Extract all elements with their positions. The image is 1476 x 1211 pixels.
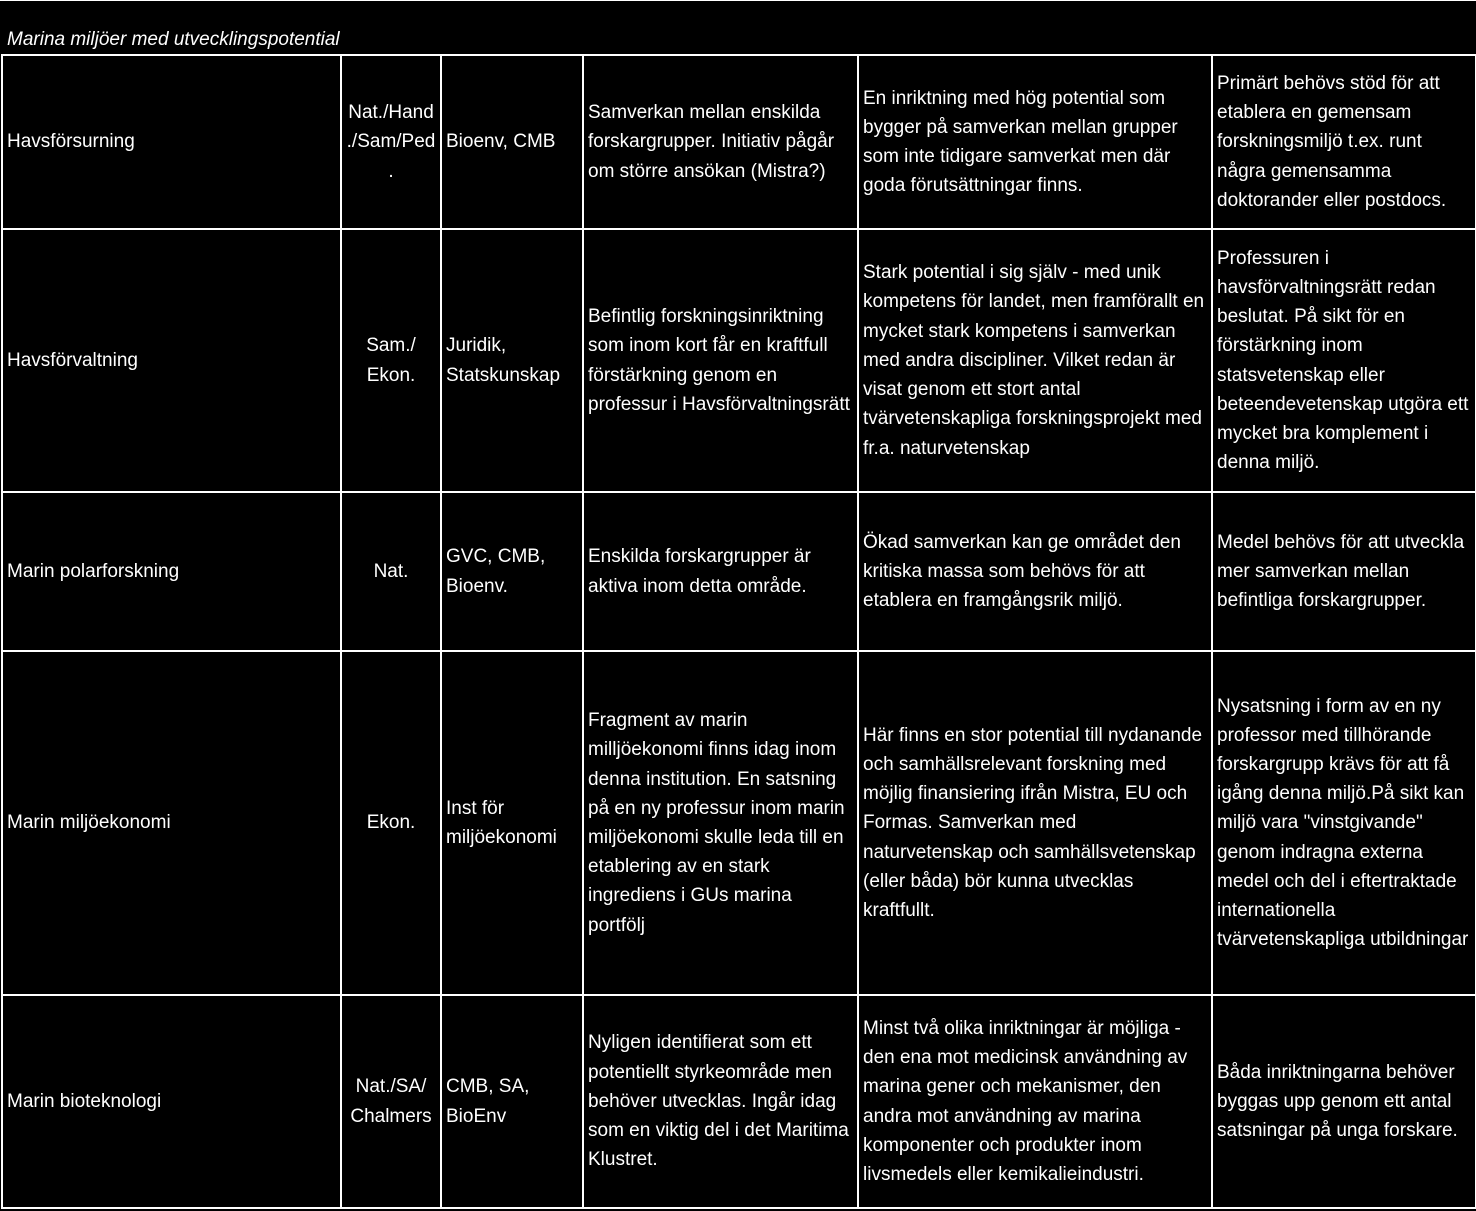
area-cell: Marin polarforskning [2,492,341,651]
type-cell: Nat./SA/ Chalmers [341,995,441,1208]
page-title: Marina miljöer med utvecklingspotential [7,29,340,50]
table-row [2,492,1476,651]
status-cell: Enskilda forskargrupper är aktiva inom detta område. [583,492,858,651]
type-cell: Nat./Hand./Sam/Ped. [341,55,441,229]
needs-cell: Primärt behövs stöd för att etablera en gemensam forskningsmiljö t.ex. runt några gemensamma doktorander eller postdocs. [1212,55,1476,229]
potential-cell: Här finns en stor potential till nydanande och samhällsrelevant forskning med möjlig finansiering ifrån Mistra, EU och Formas. Samverkan med naturvetenskap och samhällsvetenskap (eller båda) bör kunna utvecklas kraftfullt. [858,651,1212,995]
needs-cell: Nysatsning i form av en ny professor med tillhörande forskargrupp krävs för att få igång denna miljö.På sikt kan miljö vara "vinstgivande" genom indragna externa medel och del i eftertraktade internationella tvärvetenskapliga utbildningar [1212,651,1476,995]
needs-cell: Medel behövs för att utveckla mer samverkan mellan befintliga forskargrupper. [1212,492,1476,651]
units-cell: Bioenv, CMB [441,55,583,229]
table-row [2,55,1476,229]
potential-cell: Stark potential i sig själv - med unik kompetens för landet, men framförallt en mycket stark kompetens i samverkan med andra discipliner. Vilket redan är visat genom ett stort antal tvärvetenskapliga forskningsprojekt med fr.a. naturvetenskap [858,229,1212,492]
potential-cell: En inriktning med hög potential som bygger på samverkan mellan grupper som inte tidigare samverkat men där goda förutsättningar finns. [858,55,1212,229]
type-cell: Nat. [341,492,441,651]
status-cell: Fragment av marin milljöekonomi finns idag inom denna institution. En satsning på en ny professur inom marin miljöekonomi skulle leda till en etablering av en stark ingrediens i GUs marina portfölj [583,651,858,995]
table-row [2,229,1476,492]
status-cell: Befintlig forskningsinriktning som inom kort får en kraftfull förstärkning genom en professur i Havsförvaltningsrätt [583,229,858,492]
area-cell: Havsförvaltning [2,229,341,492]
potential-cell: Minst två olika inriktningar är möjliga - den ena mot medicinsk användning av marina gener och mekanismer, den andra mot användning av marina komponenter och produkter inom livsmedels eller kemikalieindustri. [858,995,1212,1208]
status-cell: Samverkan mellan enskilda forskargrupper. Initiativ pågår om större ansökan (Mistra?) [583,55,858,229]
status-cell: Nyligen identifierat som ett potentiellt styrkeområde men behöver utvecklas. Ingår idag som en viktig del i det Maritima Klustret. [583,995,858,1208]
table-row [2,995,1476,1208]
area-cell: Marin bioteknologi [2,995,341,1208]
top-border [0,0,1476,1]
units-cell: GVC, CMB, Bioenv. [441,492,583,651]
type-cell: Ekon. [341,651,441,995]
table-row [2,651,1476,995]
type-cell: Sam./ Ekon. [341,229,441,492]
units-cell: Juridik, Statskunskap [441,229,583,492]
area-cell: Havsförsurning [2,55,341,229]
needs-cell: Båda inriktningarna behöver byggas upp genom ett antal satsningar på unga forskare. [1212,995,1476,1208]
needs-cell: Professuren i havsförvaltningsrätt redan beslutat. På sikt för en förstärkning inom statsvetenskap eller beteendevetenskap utgöra ett mycket bra komplement i denna miljö. [1212,229,1476,492]
environments-table [1,54,1476,1209]
units-cell: Inst för miljöekonomi [441,651,583,995]
potential-cell: Ökad samverkan kan ge området den kritiska massa som behövs för att etablera en framgångsrik miljö. [858,492,1212,651]
units-cell: CMB, SA, BioEnv [441,995,583,1208]
area-cell: Marin miljöekonomi [2,651,341,995]
